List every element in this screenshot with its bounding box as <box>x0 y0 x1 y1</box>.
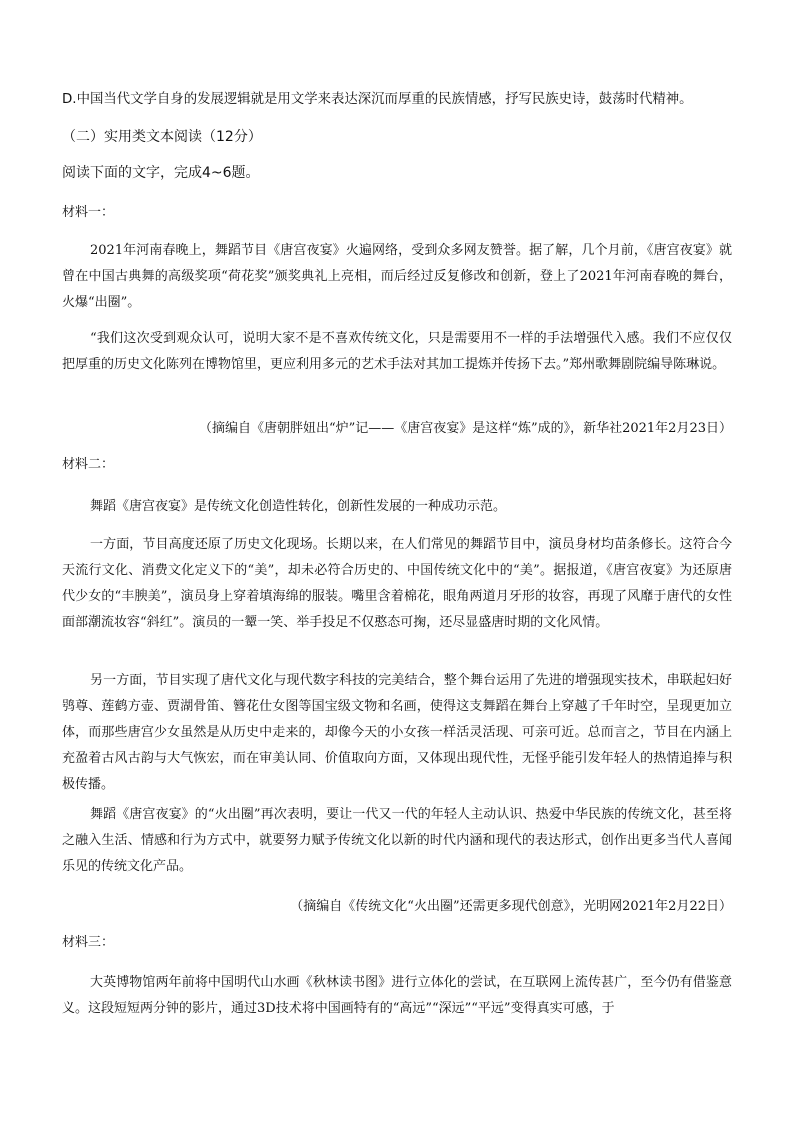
material-2-source: （摘编自《传统文化“火出圈”还需更多现代创意》，光明网2021年2月22日） <box>290 899 732 914</box>
material-3-paragraph-1: 大英博物馆两年前将中国明代山水画《秋林读书图》进行立体化的尝试，在互联网上流传甚广，至今仍有借鉴意义。这段短短两分钟的影片，通过3D技术将中国画特有的“高远”“深远”“平远”变得真实可感，于 <box>62 975 732 1016</box>
material-2-paragraph-2: 一方面，节目高度还原了历史文化现场。长期以来，在人们常见的舞蹈节目中，演员身材均苗条修长。这符合今天流行文化、消费文化定义下的“美”，却未必符合历史的、中国传统文化中的“美”。据报道，《唐宫夜宴》为还原唐代少女的“丰腴美”，演员身上穿着填海绵的服装。嘴里含着棉花，眼角两道月牙形的妆容，再现了风靡于唐代的女性面部潮流妆容“斜红”。演员的一颦一笑、举手投足不仅憨态可掬，还尽显盛唐时期的文化风情。 <box>62 537 732 630</box>
material-1-label: 材料一： <box>62 205 115 220</box>
material-2-label: 材料二： <box>62 457 115 472</box>
material-2-paragraph-3: 另一方面，节目实现了唐代文化与现代数字科技的完美结合，整个舞台运用了先进的增强现实技术，串联起妇好鸮尊、莲鹤方壶、贾湖骨笛、簪花仕女图等国宝级文物和名画，使得这支舞蹈在舞台上穿越了千年时空，呈现更加立体，而那些唐宫少女虽然是从历史中走来的，却像今天的小女孩一样活灵活现、可亲可近。总而言之，节目在内涵上充盈着古风古韵与大气恢宏，而在审美认同、价值取向方面，又体现出现代性，无怪乎能引发年轻人的热情追捧与积极传播。 <box>62 673 732 792</box>
material-1-paragraph-2: “我们这次受到观众认可，说明大家不是不喜欢传统文化，只是需要用不一样的手法增强代入感。我们不应仅仅把厚重的历史文化陈列在博物馆里，更应利用多元的艺术手法对其加工提炼并传扬下去。”郑州歌舞剧院编导陈琳说。 <box>62 331 732 372</box>
material-1-paragraph-1: 2021年河南春晚上，舞蹈节目《唐宫夜宴》火遍网络，受到众多网友赞誉。据了解，几个月前，《唐宫夜宴》就曾在中国古典舞的高级奖项“荷花奖”颁奖典礼上亮相，而后经过反复修改和创新，登上了2021年河南春晚的舞台，火爆“出圈”。 <box>62 243 732 310</box>
material-2-paragraph-4: 舞蹈《唐宫夜宴》的“火出圈”再次表明，要让一代又一代的年轻人主动认识、热爱中华民族的传统文化，甚至将之融入生活、情感和行为方式中，就要努力赋予传统文化以新的时代内涵和现代的表达形式，创作出更多当代人喜闻乐见的传统文化产品。 <box>62 807 732 874</box>
material-1-source: （摘编自《唐朝胖妞出“炉”记——《唐宫夜宴》是这样“炼”成的》，新华社2021年2月23日） <box>199 421 732 436</box>
option-d: D.中国当代文学自身的发展逻辑就是用文学来表达深沉而厚重的民族情感，抒写民族史诗，鼓荡时代精神。 <box>62 92 693 107</box>
material-3-label: 材料三： <box>62 935 115 950</box>
section-instruction: 阅读下面的文字，完成4~6题。 <box>62 165 260 181</box>
material-2-paragraph-1: 舞蹈《唐宫夜宴》是传统文化创造性转化，创新性发展的一种成功示范。 <box>90 499 507 514</box>
section-title: （二）实用类文本阅读（12分） <box>62 129 262 145</box>
